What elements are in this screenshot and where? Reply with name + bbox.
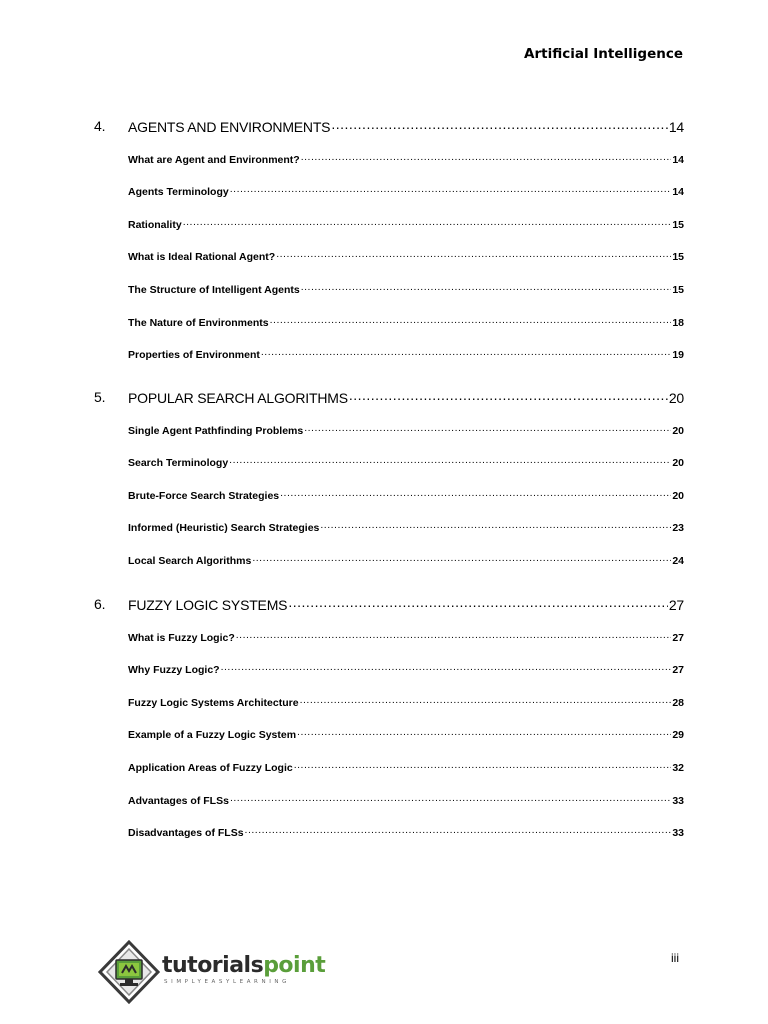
section-page: 18: [672, 316, 684, 329]
section-title: Properties of Environment: [128, 349, 260, 362]
section-page: 33: [672, 794, 684, 807]
section-page: 20: [672, 489, 684, 502]
section-title: What are Agent and Environment?: [128, 153, 300, 166]
tutorialspoint-logo: [98, 940, 338, 1004]
page-number: iii: [671, 951, 679, 965]
chapter-page: 14: [668, 119, 684, 135]
section-page: 14: [672, 153, 684, 166]
chapter-title: AGENTS AND ENVIRONMENTS: [128, 119, 331, 135]
dot-leader: [252, 553, 671, 564]
dot-leader: [294, 760, 672, 771]
dot-leader: [236, 630, 672, 641]
toc-section-entry[interactable]: [128, 456, 684, 470]
toc-section-entry[interactable]: [128, 695, 684, 709]
section-page: 28: [672, 696, 684, 709]
section-title: Fuzzy Logic Systems Architecture: [128, 696, 299, 709]
chapter-number: 6.: [94, 596, 106, 612]
section-page: 24: [672, 554, 684, 567]
toc-section-entry[interactable]: [128, 152, 684, 166]
dot-leader: [349, 389, 668, 403]
toc-section-entry[interactable]: [128, 521, 684, 535]
dot-leader: [230, 793, 671, 804]
toc-section-entry[interactable]: [128, 282, 684, 296]
toc-section-entry[interactable]: [128, 826, 684, 840]
tutorialspoint-logo-icon: [98, 940, 160, 1004]
dot-leader: [280, 488, 671, 499]
logo-wordmark: [162, 953, 325, 978]
section-title: Why Fuzzy Logic?: [128, 664, 220, 677]
section-page: 27: [672, 664, 684, 677]
dot-leader: [301, 282, 672, 293]
toc-section-entry[interactable]: [128, 630, 684, 644]
toc-section-entry[interactable]: [128, 488, 684, 502]
dot-leader: [245, 826, 672, 837]
chapter-title: FUZZY LOGIC SYSTEMS: [128, 597, 288, 613]
toc-section-entry[interactable]: [128, 728, 684, 742]
chapter-number: 4.: [94, 118, 106, 134]
dot-leader: [288, 596, 668, 610]
dot-leader: [183, 217, 672, 228]
logo-tagline: SIMPLYEASYLEARNING: [164, 979, 290, 985]
toc-chapter-entry[interactable]: [94, 389, 684, 406]
section-page: 32: [672, 761, 684, 774]
section-title: Local Search Algorithms: [128, 554, 252, 567]
section-title: Agents Terminology: [128, 186, 229, 199]
section-title: What is Ideal Rational Agent?: [128, 251, 276, 264]
toc-section-entry[interactable]: [128, 315, 684, 329]
chapter-page: 20: [668, 390, 684, 406]
dot-leader: [270, 315, 672, 326]
dot-leader: [297, 728, 671, 739]
chapter-page: 27: [668, 597, 684, 613]
toc-section-entry[interactable]: [128, 760, 684, 774]
document-title: Artificial Intelligence: [524, 46, 683, 62]
section-page: 20: [672, 424, 684, 437]
toc-section-entry[interactable]: [128, 217, 684, 231]
section-title: Example of a Fuzzy Logic System: [128, 729, 297, 742]
dot-leader: [331, 118, 667, 132]
section-title: Search Terminology: [128, 457, 229, 470]
toc-section-entry[interactable]: [128, 423, 684, 437]
section-title: Informed (Heuristic) Search Strategies: [128, 522, 320, 535]
section-page: 15: [672, 283, 684, 296]
section-title: Advantages of FLSs: [128, 794, 229, 807]
toc-chapter-entry[interactable]: [94, 118, 684, 135]
section-page: 23: [672, 522, 684, 535]
toc-section-entry[interactable]: [128, 663, 684, 677]
section-page: 20: [672, 457, 684, 470]
dot-leader: [301, 152, 672, 163]
toc-chapter-entry[interactable]: [94, 596, 684, 613]
section-title: Rationality: [128, 218, 182, 231]
dot-leader: [320, 521, 671, 532]
section-title: The Structure of Intelligent Agents: [128, 283, 300, 296]
toc-section-entry[interactable]: [128, 793, 684, 807]
dot-leader: [304, 423, 671, 434]
section-page: 27: [672, 631, 684, 644]
toc-section-entry[interactable]: [128, 185, 684, 199]
section-title: What is Fuzzy Logic?: [128, 631, 235, 644]
section-title: Disadvantages of FLSs: [128, 827, 244, 840]
toc-section-entry[interactable]: [128, 250, 684, 264]
logo-brand-accent: point: [263, 953, 326, 978]
dot-leader: [230, 185, 672, 196]
section-page: 33: [672, 827, 684, 840]
dot-leader: [276, 250, 671, 261]
section-page: 29: [672, 729, 684, 742]
section-page: 19: [672, 349, 684, 362]
toc-section-entry[interactable]: [128, 348, 684, 362]
dot-leader: [261, 348, 671, 359]
section-title: The Nature of Environments: [128, 316, 269, 329]
section-title: Single Agent Pathfinding Problems: [128, 424, 304, 437]
section-title: Brute-Force Search Strategies: [128, 489, 280, 502]
dot-leader: [221, 663, 672, 674]
section-page: 14: [672, 186, 684, 199]
chapter-number: 5.: [94, 389, 106, 405]
logo-brand: tutorials: [162, 953, 264, 978]
toc-section-entry[interactable]: [128, 553, 684, 567]
dot-leader: [229, 456, 671, 467]
section-page: 15: [672, 218, 684, 231]
chapter-title: POPULAR SEARCH ALGORITHMS: [128, 390, 348, 406]
dot-leader: [300, 695, 672, 706]
section-title: Application Areas of Fuzzy Logic: [128, 761, 293, 774]
section-page: 15: [672, 251, 684, 264]
